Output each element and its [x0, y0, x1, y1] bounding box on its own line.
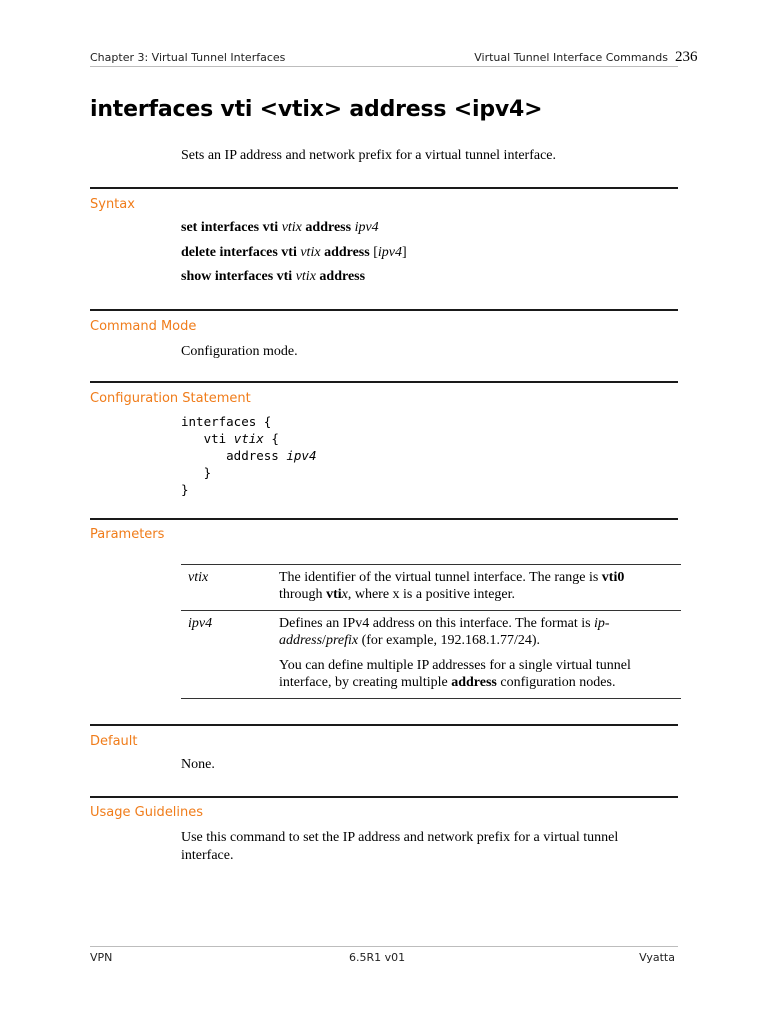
optional-open-bracket: [: [373, 245, 378, 260]
code-argument: vtix: [233, 431, 264, 446]
page-number: 236: [675, 49, 698, 65]
command-summary: Sets an IP address and network prefix for a virtual tunnel interface.: [181, 148, 557, 163]
description-italic: prefix: [325, 633, 359, 648]
parameter-name: ipv4: [188, 616, 213, 631]
description-text: through: [279, 587, 327, 602]
footer-left: VPN: [90, 951, 113, 964]
description-text: , where x is a positive integer.: [347, 587, 516, 602]
parameters-table: [181, 564, 681, 699]
description-text: (for example, 192.168.1.77/24).: [358, 633, 541, 648]
syntax-keyword: set interfaces vti: [181, 220, 279, 235]
syntax-argument: vtix: [295, 269, 316, 284]
parameter-description: [271, 565, 671, 610]
parameter-description: [271, 611, 671, 698]
parameter-name: vtix: [188, 570, 209, 585]
header-divider: [90, 66, 678, 67]
syntax-argument: ipv4: [354, 220, 379, 235]
description-text: You can define multiple IP addresses for a single virtual tunnel interface, by creating multiple: [279, 658, 631, 690]
syntax-keyword: address: [324, 245, 370, 260]
parameters-heading: Parameters: [90, 527, 165, 542]
description-italic: ip-address: [279, 616, 610, 648]
description-text: configuration nodes.: [496, 675, 616, 690]
table-row: [181, 610, 681, 698]
page-title: interfaces vti <vtix> address <ipv4>: [90, 97, 543, 122]
section-divider: [90, 796, 678, 798]
section-divider: [90, 187, 678, 189]
description-bold: vti: [326, 587, 342, 602]
footer-divider: [90, 946, 678, 947]
configuration-code-block: [181, 413, 316, 498]
section-divider: [90, 724, 678, 726]
syntax-keyword: address: [319, 269, 366, 284]
description-text: The identifier of the virtual tunnel interface. The range is: [279, 570, 602, 585]
configuration-statement-heading: Configuration Statement: [90, 391, 251, 406]
section-divider: [90, 381, 678, 383]
description-bold: address: [451, 675, 497, 690]
description-italic: x: [341, 587, 348, 602]
command-mode-heading: Command Mode: [90, 319, 197, 334]
description-text: Defines an IPv4 address on this interface. The format is: [279, 616, 595, 631]
code-keyword: address: [226, 448, 279, 463]
syntax-heading: Syntax: [90, 197, 135, 212]
description-bold: vti0: [601, 570, 625, 585]
optional-close-bracket: ]: [402, 245, 407, 260]
default-heading: Default: [90, 734, 138, 749]
footer-version: 6.5R1 v01: [349, 951, 406, 964]
usage-guidelines-heading: Usage Guidelines: [90, 805, 204, 820]
code-brace: }: [181, 482, 189, 497]
footer-right: Vyatta: [639, 951, 675, 964]
command-mode-text: Configuration mode.: [181, 344, 298, 359]
syntax-argument: vtix: [300, 245, 321, 260]
syntax-delete-line: [181, 245, 407, 261]
syntax-keyword: address: [305, 220, 352, 235]
code-keyword: vti: [203, 431, 227, 446]
running-header-chapter: Chapter 3: Virtual Tunnel Interfaces: [90, 51, 286, 64]
code-brace: }: [203, 465, 212, 480]
syntax-keyword: show interfaces vti: [181, 269, 293, 284]
default-text: None.: [181, 757, 215, 772]
section-divider: [90, 518, 678, 520]
code-brace: {: [271, 431, 279, 446]
syntax-argument: vtix: [281, 220, 302, 235]
section-divider: [90, 309, 678, 311]
syntax-argument: ipv4: [377, 245, 402, 260]
syntax-show-line: [181, 269, 365, 285]
syntax-set-line: [181, 220, 379, 236]
code-argument: ipv4: [286, 448, 317, 463]
code-line: interfaces {: [181, 414, 272, 429]
running-header-section: Virtual Tunnel Interface Commands: [474, 51, 668, 64]
syntax-keyword: delete interfaces vti: [181, 245, 297, 260]
table-row: [181, 565, 681, 610]
usage-guidelines-text: Use this command to set the IP address and network prefix for a virtual tunnel interface.: [181, 830, 619, 863]
description-text: /: [322, 633, 326, 648]
